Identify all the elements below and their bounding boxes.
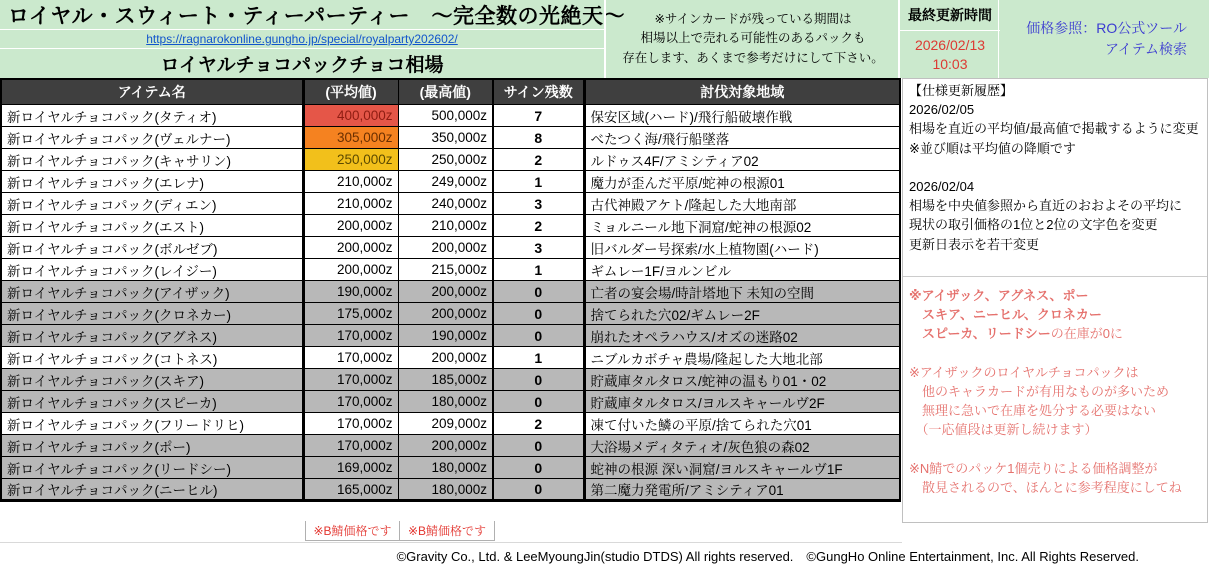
top-strip (0, 0, 1209, 78)
signs-remaining-cell: 0 (493, 479, 584, 501)
maximum-price-cell: 249,000z (398, 171, 493, 193)
note (909, 459, 1207, 497)
footer-gridline (0, 542, 902, 543)
hunt-region-cell: 捨てられた穴02/ギムレー2F (584, 303, 900, 325)
maximum-price-cell: 200,000z (398, 237, 493, 259)
signs-remaining-cell: 0 (493, 281, 584, 303)
note-text: ※N鯖でのパッケ1個売りによる価格調整が (909, 460, 1158, 476)
item-name-cell: 新ロイヤルチョコパック(ポー) (1, 435, 303, 457)
table-row (1, 391, 900, 413)
maximum-price-cell: 215,000z (398, 259, 493, 281)
event-link[interactable]: https://ragnarokonline.gungho.jp/special/royalparty202602/ (146, 32, 458, 46)
average-price-cell: 170,000z (303, 325, 398, 347)
note (909, 286, 1207, 344)
maximum-price-cell: 180,000z (398, 457, 493, 479)
notice-box (604, 0, 900, 78)
signs-remaining-cell: 3 (493, 237, 584, 259)
average-price-cell: 200,000z (303, 259, 398, 281)
note-text: 他のキャラカードが有用なものが多いため (909, 383, 1170, 399)
note-text: スピーカ、リードシー (909, 326, 1051, 342)
table-row (1, 171, 900, 193)
item-name-cell: 新ロイヤルチョコパック(アグネス) (1, 325, 303, 347)
table-row (1, 259, 900, 281)
maximum-price-cell: 200,000z (398, 347, 493, 369)
table-row (1, 149, 900, 171)
item-name-cell: 新ロイヤルチョコパック(キャサリン) (1, 149, 303, 171)
signs-remaining-cell: 2 (493, 149, 584, 171)
last-update-date: 2026/02/13 (914, 36, 986, 53)
footnote-average: ※B鯖価格です (305, 521, 400, 541)
hunt-region-cell: 魔力が歪んだ平原/蛇神の根源01 (584, 171, 900, 193)
table-row (1, 127, 900, 149)
table-row (1, 215, 900, 237)
item-name-cell: 新ロイヤルチョコパック(タティオ) (1, 105, 303, 127)
maximum-price-cell: 185,000z (398, 369, 493, 391)
table-row (1, 303, 900, 325)
hunt-region-cell: ニブルカボチャ農場/隆起した大地北部 (584, 347, 900, 369)
notice-line-1: ※サインカードが残っている期間は (654, 11, 852, 26)
average-price-cell: 210,000z (303, 171, 398, 193)
column-header-average: (平均値) (303, 79, 398, 105)
footnote-maximum: ※B鯖価格です (400, 521, 495, 541)
note-text: （一応値段は更新し続けます） (909, 422, 1098, 438)
hunt-region-cell: 第二魔力発電所/アミシティア01 (584, 479, 900, 501)
page-subtitle: ロイヤルチョコパックチョコ相場 (160, 55, 444, 76)
last-update-box (898, 0, 1000, 78)
table-row (1, 325, 900, 347)
hunt-region-cell: べたつく海/飛行船墜落 (584, 127, 900, 149)
signs-remaining-cell: 1 (493, 171, 584, 193)
signs-remaining-cell: 0 (493, 391, 584, 413)
maximum-price-cell: 240,000z (398, 193, 493, 215)
hunt-region-cell: 崩れたオペラハウス/オズの迷路02 (584, 325, 900, 347)
notice-line-2: 相場以上で売れる可能性のあるパックも (640, 31, 866, 46)
signs-remaining-cell: 2 (493, 215, 584, 237)
average-price-cell: 165,000z (303, 479, 398, 501)
note-text: スキア、ニーヒル、クロネカー (909, 307, 1102, 323)
item-name-cell: 新ロイヤルチョコパック(フリードリヒ) (1, 413, 303, 435)
maximum-price-cell: 350,000z (398, 127, 493, 149)
item-name-cell: 新ロイヤルチョコパック(ディエン) (1, 193, 303, 215)
average-price-cell: 200,000z (303, 215, 398, 237)
maximum-price-cell: 200,000z (398, 303, 493, 325)
signs-remaining-cell: 0 (493, 369, 584, 391)
signs-remaining-cell: 1 (493, 347, 584, 369)
note-text: 無理に急いで在庫を処分する必要はない (909, 403, 1157, 419)
page-title: ロイヤル・スウィート・ティーパーティー 〜完全数の光絶天〜 (0, 0, 604, 30)
notes-section (903, 276, 1207, 497)
hunt-region-cell: 古代神殿アケト/隆起した大地南部 (584, 193, 900, 215)
copyright-text: ©Gravity Co., Ltd. & LeeMyoungJin(studio DTDS) All rights reserved. ©GungHo Online Entertainment, Inc. All Rights Reserved. (396, 549, 1139, 564)
hunt-region-cell: 大浴場メディタティオ/灰色狼の森02 (584, 435, 900, 457)
signs-remaining-cell: 0 (493, 435, 584, 457)
price-table-body (1, 105, 900, 501)
item-name-cell: 新ロイヤルチョコパック(エレナ) (1, 171, 303, 193)
column-header-maximum: (最高値) (398, 79, 493, 105)
table-row (1, 193, 900, 215)
table-row (1, 457, 900, 479)
maximum-price-cell: 200,000z (398, 281, 493, 303)
last-update-value (900, 31, 1000, 78)
item-name-cell: 新ロイヤルチョコパック(ニーヒル) (1, 479, 303, 501)
price-table (0, 78, 901, 502)
table-row (1, 479, 900, 501)
event-link-row (0, 30, 604, 49)
signs-remaining-cell: 0 (493, 457, 584, 479)
signs-remaining-cell: 0 (493, 303, 584, 325)
note-text: ※アイザック、アグネス、ポー (909, 287, 1089, 303)
history-title: 【仕様更新履歴】 (909, 83, 1014, 98)
maximum-price-cell: 210,000z (398, 215, 493, 237)
hunt-region-cell: 保安区域(ハード)/飛行船破壊作戦 (584, 105, 900, 127)
item-name-cell: 新ロイヤルチョコパック(リードシー) (1, 457, 303, 479)
history-entries (909, 100, 1207, 273)
average-price-cell: 170,000z (303, 391, 398, 413)
hunt-region-cell: 貯蔵庫タルタロス/ヨルスキャールヴ2F (584, 391, 900, 413)
hunt-region-cell: ルドゥス4F/アミシティア02 (584, 149, 900, 171)
note-text: 散見されるので、ほんとに参考程度にしてね (909, 479, 1182, 495)
item-name-cell: 新ロイヤルチョコパック(ヴェルナー) (1, 127, 303, 149)
history-entry (909, 177, 1207, 254)
hunt-region-cell: ギムレー1F/ヨルンビル (584, 259, 900, 281)
maximum-price-cell: 180,000z (398, 391, 493, 413)
item-name-cell: 新ロイヤルチョコパック(ボルゼブ) (1, 237, 303, 259)
price-reference-line-2: アイテム検索 (1104, 41, 1187, 57)
table-row (1, 435, 900, 457)
note (909, 363, 1207, 440)
signs-remaining-cell: 8 (493, 127, 584, 149)
note-text: の在庫が0に (1050, 326, 1123, 342)
item-name-cell: 新ロイヤルチョコパック(アイザック) (1, 281, 303, 303)
item-name-cell: 新ロイヤルチョコパック(スキア) (1, 369, 303, 391)
table-row (1, 281, 900, 303)
table-row (1, 347, 900, 369)
signs-remaining-cell: 1 (493, 259, 584, 281)
average-price-cell: 400,000z (303, 105, 398, 127)
column-header-item-name: アイテム名 (1, 79, 303, 105)
title-block (0, 0, 625, 78)
table-header-row (1, 79, 900, 105)
notice-line-3: 存在します、あくまで参考だけにして下さい。 (622, 50, 884, 65)
table-row (1, 413, 900, 435)
history-line: 更新日表示を若干変更 (909, 236, 1040, 252)
price-reference-link[interactable] (998, 0, 1209, 78)
last-update-label: 最終更新時間 (900, 0, 1000, 31)
table-row (1, 369, 900, 391)
maximum-price-cell: 209,000z (398, 413, 493, 435)
history-date: 2026/02/04 (909, 178, 975, 194)
history-line: 現状の取引価格の1位と2位の文字色を変更 (909, 217, 1158, 233)
price-reference-line-1: 価格参照：RO公式ツール (1026, 20, 1187, 36)
average-price-cell: 250,000z (303, 149, 398, 171)
average-price-cell: 170,000z (303, 347, 398, 369)
hunt-region-cell: 貯蔵庫タルタロス/蛇神の温もり01・02 (584, 369, 900, 391)
average-price-cell: 210,000z (303, 193, 398, 215)
signs-remaining-cell: 3 (493, 193, 584, 215)
column-header-region: 討伐対象地域 (584, 79, 900, 105)
average-price-cell: 169,000z (303, 457, 398, 479)
average-price-cell: 200,000z (303, 237, 398, 259)
note-text: ※アイザックのロイヤルチョコパックは (909, 364, 1139, 380)
item-name-cell: 新ロイヤルチョコパック(レイジー) (1, 259, 303, 281)
update-history-panel (902, 78, 1208, 523)
maximum-price-cell: 180,000z (398, 479, 493, 501)
history-line: ※並び順は平均値の降順です (909, 140, 1076, 156)
hunt-region-cell: 凍て付いた鱗の平原/捨てられた穴01 (584, 413, 900, 435)
average-price-cell: 305,000z (303, 127, 398, 149)
hunt-region-cell: 蛇神の根源 深い洞窟/ヨルスキャールヴ1F (584, 457, 900, 479)
maximum-price-cell: 200,000z (398, 435, 493, 457)
history-entry (909, 100, 1207, 158)
maximum-price-cell: 500,000z (398, 105, 493, 127)
maximum-price-cell: 190,000z (398, 325, 493, 347)
history-date: 2026/02/05 (909, 102, 975, 118)
average-price-cell: 170,000z (303, 413, 398, 435)
price-footnotes (305, 521, 495, 541)
signs-remaining-cell: 7 (493, 105, 584, 127)
history-line: 相場を中央値参照から直近のおおよその平均に (909, 198, 1183, 214)
signs-remaining-cell: 2 (493, 413, 584, 435)
item-name-cell: 新ロイヤルチョコパック(スピーカ) (1, 391, 303, 413)
item-name-cell: 新ロイヤルチョコパック(クロネカー) (1, 303, 303, 325)
hunt-region-cell: ミョルニール地下洞窟/蛇神の根源02 (584, 215, 900, 237)
last-update-time: 10:03 (932, 55, 968, 72)
hunt-region-cell: 亡者の宴会場/時計塔地下 未知の空間 (584, 281, 900, 303)
average-price-cell: 170,000z (303, 369, 398, 391)
item-name-cell: 新ロイヤルチョコパック(エスト) (1, 215, 303, 237)
history-line: 相場を直近の平均値/最高値で掲載するように変更 (909, 121, 1199, 137)
maximum-price-cell: 250,000z (398, 149, 493, 171)
average-price-cell: 175,000z (303, 303, 398, 325)
table-row (1, 237, 900, 259)
signs-remaining-cell: 0 (493, 325, 584, 347)
average-price-cell: 170,000z (303, 435, 398, 457)
average-price-cell: 190,000z (303, 281, 398, 303)
hunt-region-cell: 旧バルダー号探索/水上植物園(ハード) (584, 237, 900, 259)
table-row (1, 105, 900, 127)
item-name-cell: 新ロイヤルチョコパック(コトネス) (1, 347, 303, 369)
column-header-signs: サイン残数 (493, 79, 584, 105)
